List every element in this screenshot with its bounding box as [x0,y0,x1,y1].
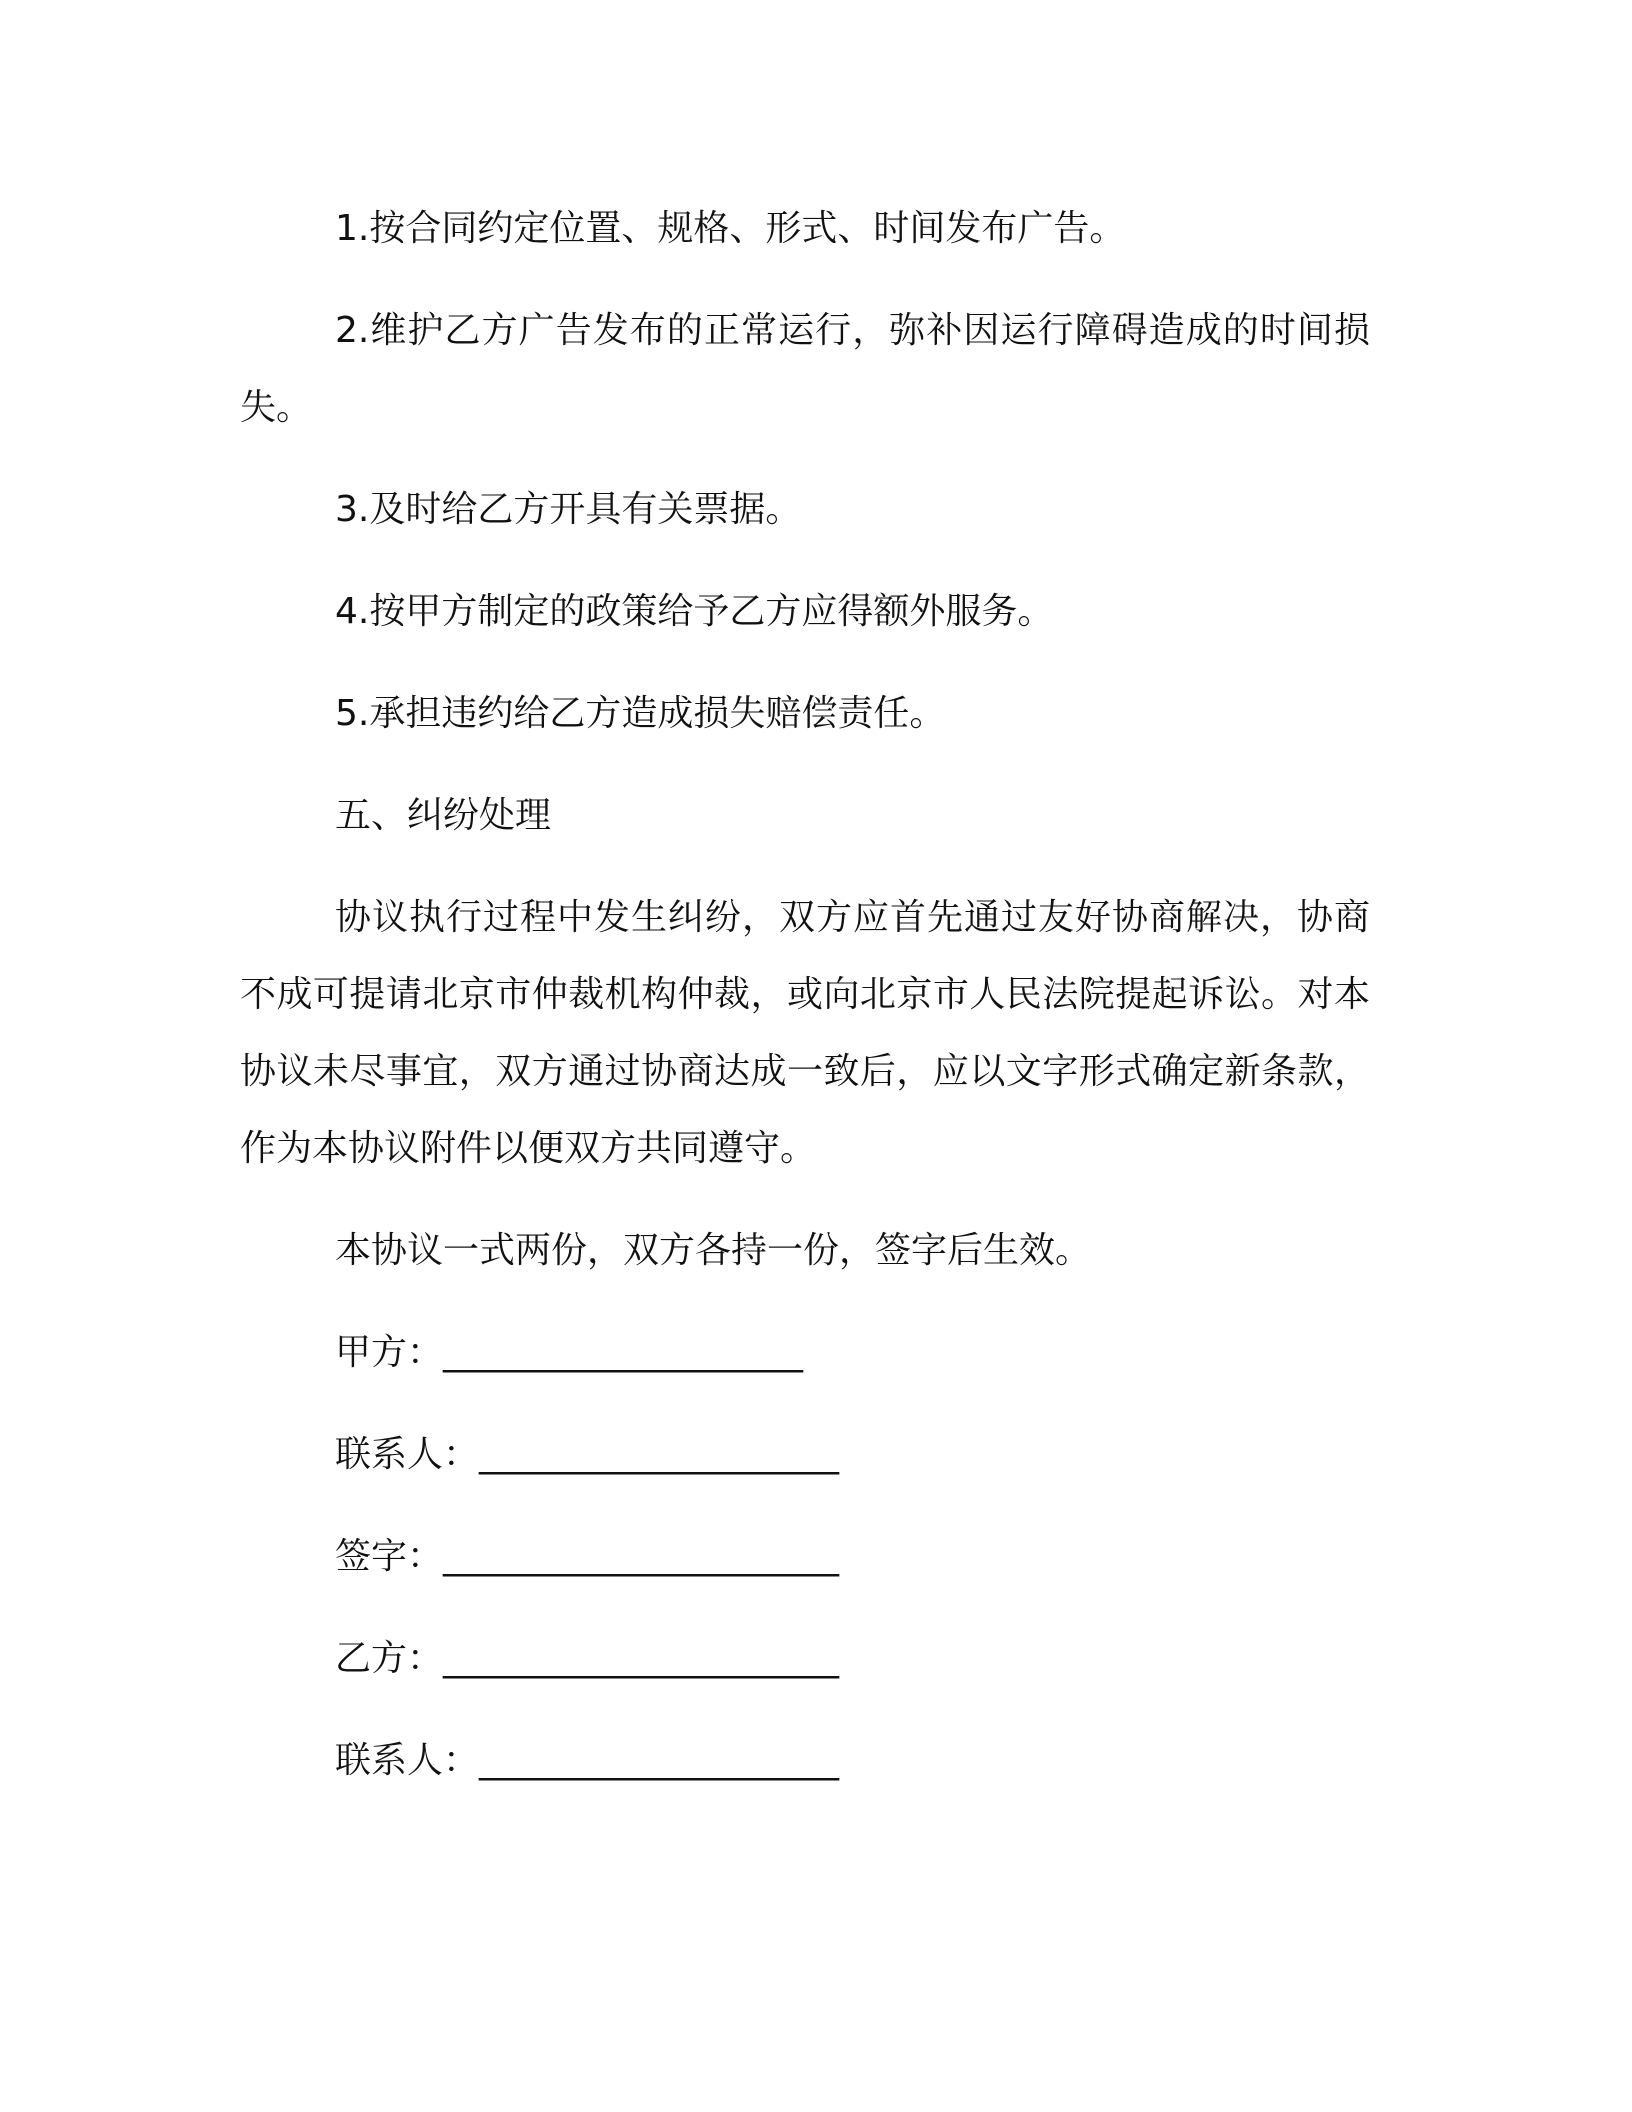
dispute-paragraph: 协议执行过程中发生纠纷，双方应首先通过友好协商解决，协商不成可提请北京市仲裁机构仲裁，或向北京市人民法院提起诉讼。对本协议未尽事宜，双方通过协商达成一致后，应以文字形式确定新条款，作为本协议附件以便双方共同遵守。 [240,897,1370,1169]
effect-paragraph: 本协议一式两份，双方各持一份，签字后生效。 [335,1230,1092,1271]
clause-4: 4.按甲方制定的政策给予乙方应得额外服务。 [335,591,1054,632]
party-a-signature-line: 签字：______________________ [335,1536,840,1577]
clause-1: 1.按合同约定位置、规格、形式、时间发布广告。 [335,208,1126,249]
party-b-contact-line: 联系人：____________________ [335,1740,840,1781]
party-b-line: 乙方：______________________ [335,1638,840,1679]
section-heading-dispute: 五、纠纷处理 [335,795,552,836]
party-a-line: 甲方：____________________ [335,1332,804,1373]
document-body [240,190,1370,1824]
clause-2: 2.维护乙方广告发布的正常运行，弥补因运行障碍造成的时间损失。 [240,310,1370,428]
clause-5: 5.承担违约给乙方造成损失赔偿责任。 [335,693,946,734]
party-a-contact-line: 联系人：____________________ [335,1434,840,1475]
clause-3: 3.及时给乙方开具有关票据。 [335,489,802,530]
